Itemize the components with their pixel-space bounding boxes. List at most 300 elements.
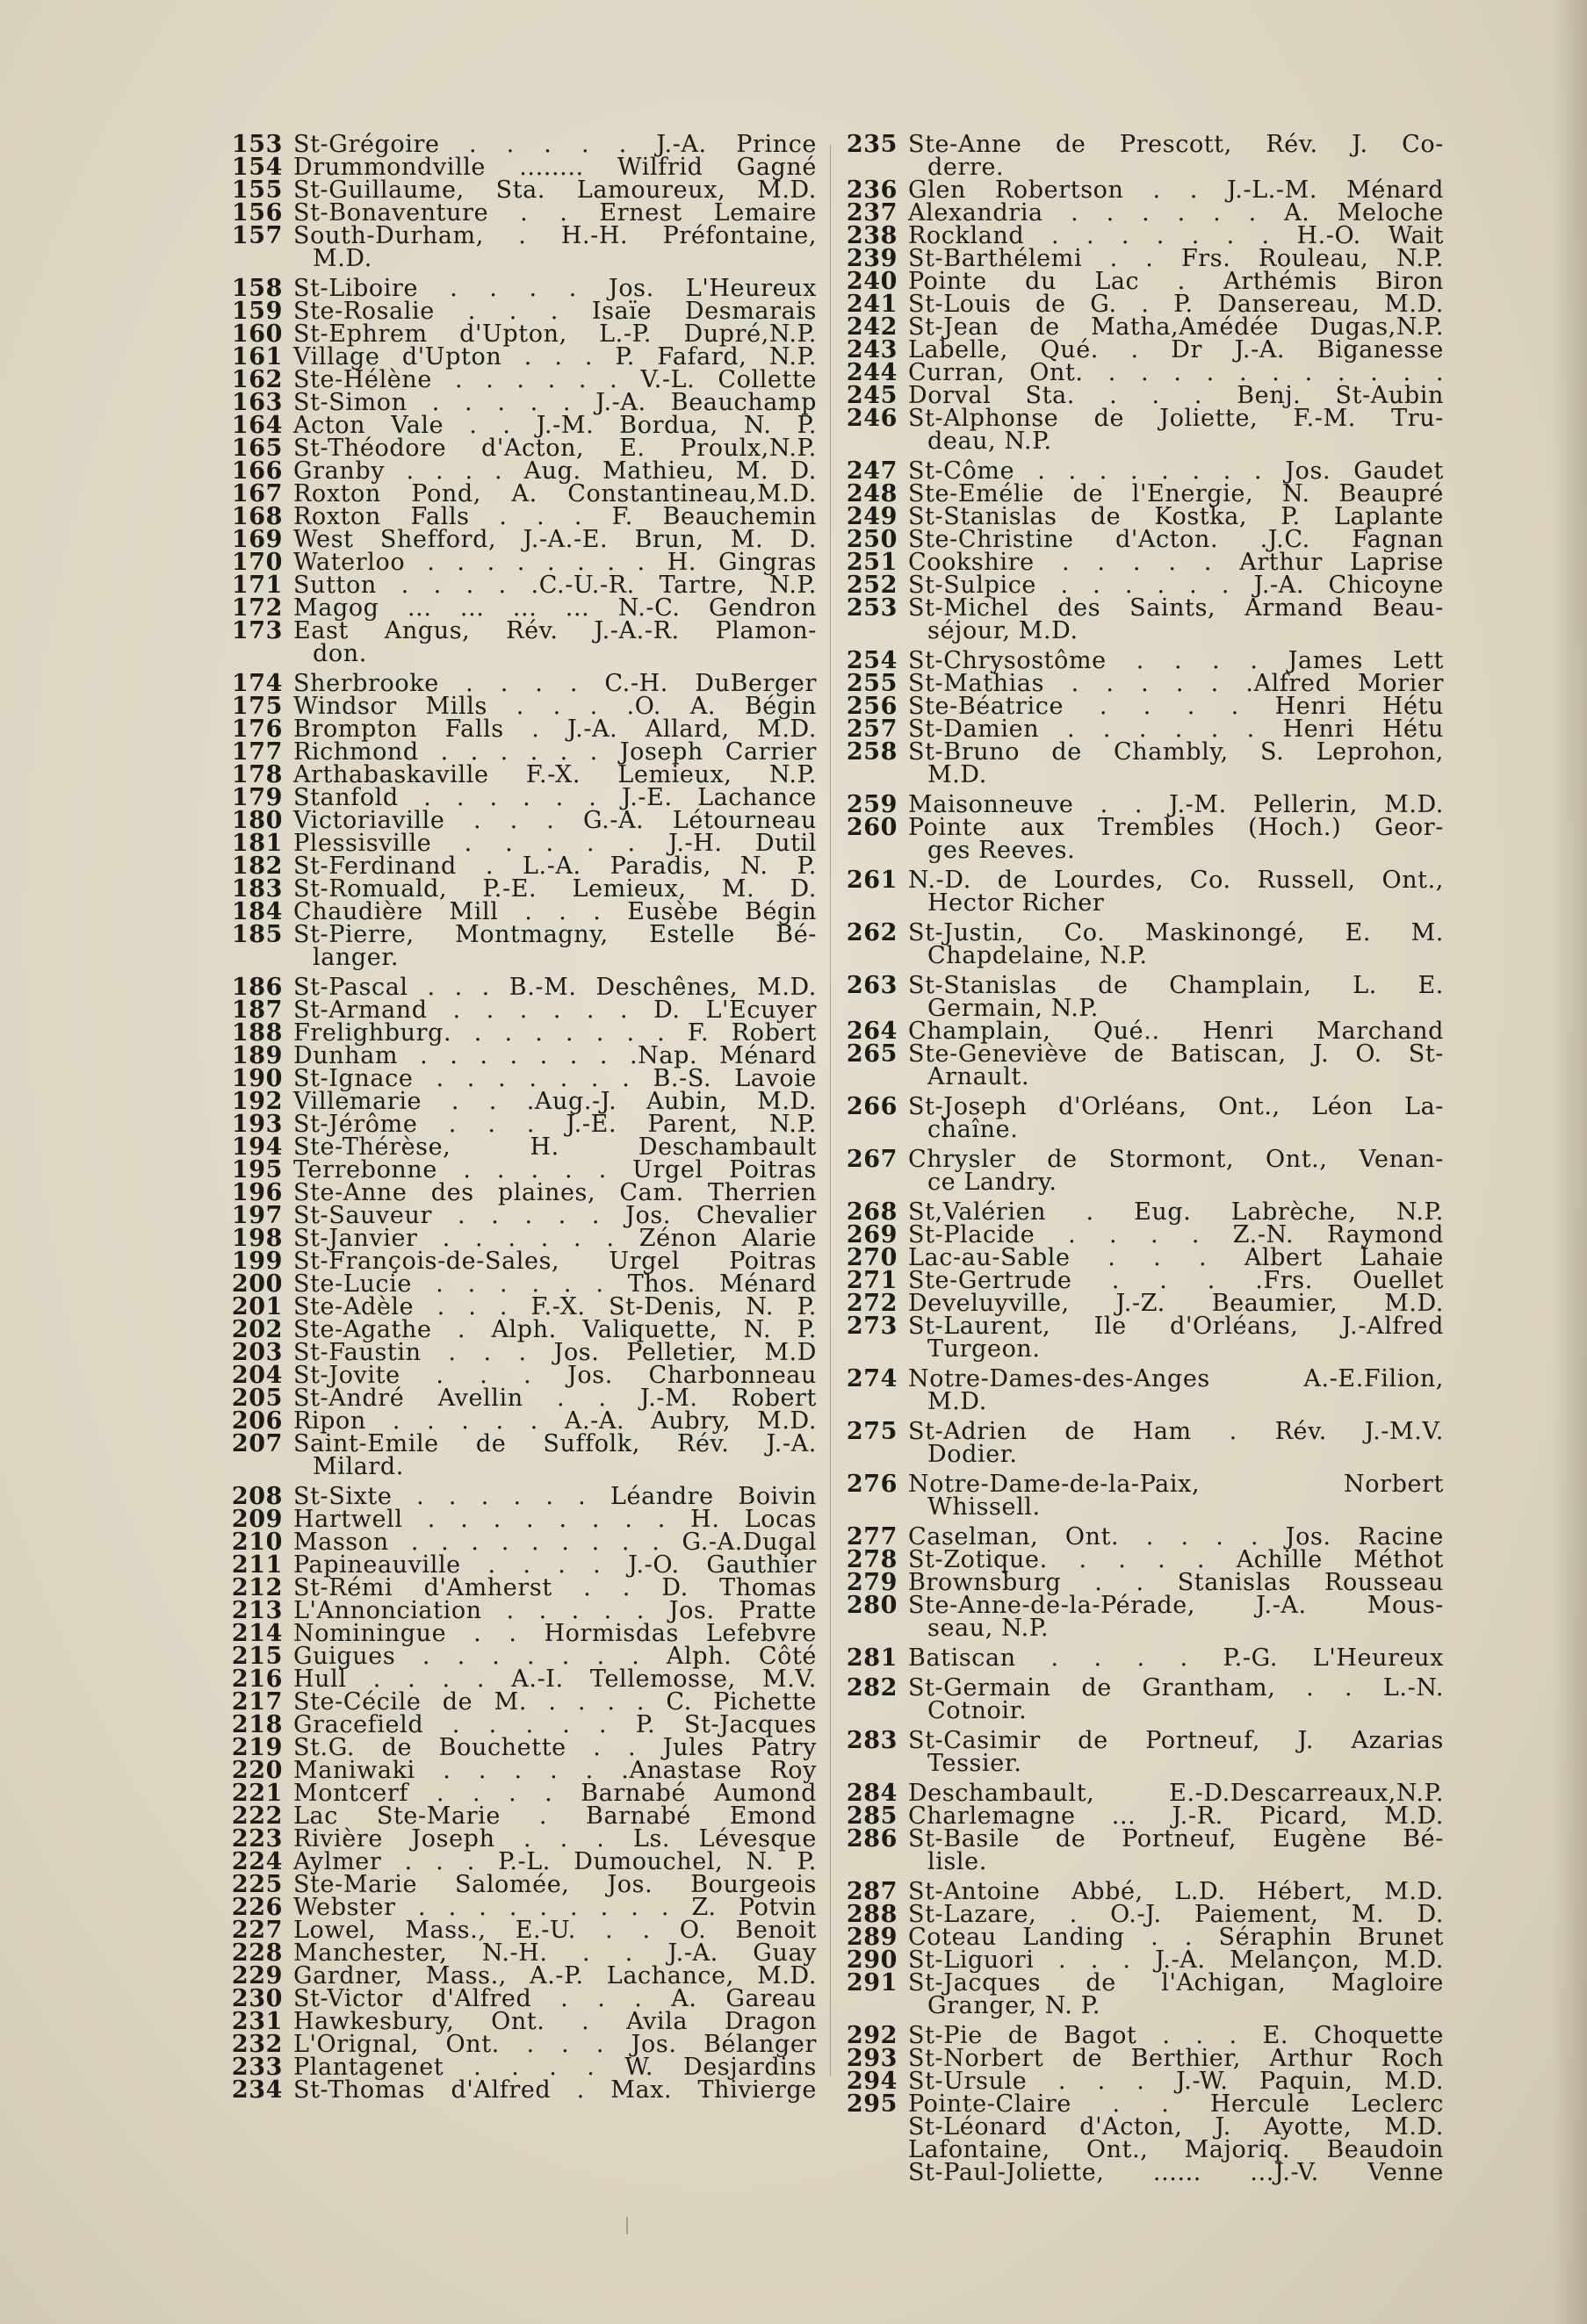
directory-entry [845,2159,1444,2186]
entry-continuation: seau, N.P. [927,1615,1050,1642]
entry-main-line: St-Zotique. . . . . Achille Méthot [908,1546,1444,1573]
entry-main-line: Saint-Emile de Suffolk, Rév. J.-A. [293,1430,817,1457]
entry-main-line: St-André Avellin . . J.-M. Robert [293,1385,817,1412]
directory-entry [230,617,817,667]
entry-main-line: St-Rémi d'Amherst . . D. Thomas [293,1574,817,1601]
entry-number: 272 [846,1290,898,1317]
entry-continuation: ges Reeves. [927,837,1076,864]
entry-number: 201 [231,1293,283,1320]
entry-main-line: Ste-Rosalie . . . Isaïe Desmarais [293,298,817,325]
entry-main-line: Ripon . . . . . A.-A. Aubry, M.D. [293,1407,817,1435]
entry-number: 216 [231,1666,283,1693]
entry-main-line: St-Joseph d'Orléans, Ont., Léon La- [908,1093,1444,1120]
entry-number: 281 [846,1644,898,1672]
entry-main-line: Hartwell . . . . . . . . H. Locas [293,1506,817,1533]
entry-continuation: lisle. [927,1848,987,1875]
entry-number: 244 [846,359,898,386]
entry-text [908,1365,1444,1415]
entry-main-line: L'Orignal, Ont. . . . Jos. Bélanger [293,2031,817,2058]
entry-continuation: séjour, M.D. [927,617,1078,644]
entry-number: 255 [846,670,898,697]
entry-main-line: St-Théodore d'Acton, E. Proulx,N.P. [293,435,817,462]
entry-main-line: Brompton Falls . J.-A. Allard, M.D. [293,716,817,743]
directory-entry [845,1594,1444,1640]
entry-main-line: Ste-Christine d'Acton. .J.C. Fagnan [908,526,1444,553]
entry-number: 238 [846,222,898,249]
entry-continuation: derre. [927,154,1005,181]
entry-number: 219 [231,1734,283,1761]
entry-number: 160 [231,320,283,348]
entry-number: 229 [231,1962,283,1989]
entry-number: 234 [231,2076,283,2104]
entry-number: 292 [846,2022,898,2049]
entry-main-line: Nominingue . . Hormisdas Lefebvre [293,1620,817,1647]
entry-number: 206 [231,1407,283,1435]
entry-number: 287 [846,1878,898,1905]
entry-main-line: West Shefford, J.-A.-E. Brun, M. D. [293,526,817,553]
entry-main-line: St-Guillaume, Sta. Lamoureux, M.D. [293,176,817,204]
entry-main-line: St-Sixte . . . . . . Léandre Boivin [293,1483,817,1510]
entry-main-line: L'Annonciation . . . . . Jos. Pratte [293,1597,817,1624]
entry-number: 266 [846,1093,898,1120]
entry-number: 246 [846,405,898,432]
entry-number: 261 [846,867,898,894]
entry-main-line: Glen Robertson . . J.-L.-M. Ménard [908,176,1444,204]
entry-continuation: deau, N.P. [927,428,1052,455]
entry-number: 178 [231,761,283,788]
entry-number: 257 [846,716,898,743]
entry-main-line: St-Ephrem d'Upton, L.-P. Dupré,N.P. [293,320,817,348]
entry-number: 154 [231,154,283,181]
entry-main-line: Cookshire . . . . . Arthur Laprise [908,549,1444,576]
entry-main-line: Windsor Mills . . . .O. A. Bégin [293,693,817,720]
entry-text [908,738,1444,788]
directory-entry [230,222,817,272]
entry-main-line: Maniwaki . . . . . .Anastase Roy [293,1757,817,1784]
entry-number: 269 [846,1221,898,1248]
entry-number: 291 [846,1969,898,1997]
entry-main-line: St-Chrysostôme . . . . James Lett [908,647,1444,674]
entry-number: 217 [231,1688,283,1716]
entry-main-line: St-Ignace . . . . . . . B.-S. Lavoie [293,1065,817,1092]
entry-main-line: St-Jean de Matha,Amédée Dugas,N.P. [908,313,1444,341]
entry-continuation: M.D. [927,1388,987,1415]
entry-text [908,814,1444,864]
entry-main-line: Roxton Falls . . . F. Beauchemin [293,503,817,530]
entry-main-line: St-Sulpice . . . . . . J.-A. Chicoyne [908,572,1444,599]
entry-number: 173 [231,617,283,644]
entry-main-line: St-Pie de Bagot . . . E. Choquette [908,2022,1444,2049]
directory-entry [845,1644,1444,1672]
entry-number: 182 [231,853,283,880]
directory-entry [230,1430,817,1480]
entry-number: 262 [846,919,898,946]
entry-main-line: Ste-Adèle . . . F.-X. St-Denis, N. P. [293,1293,817,1320]
entry-number: 192 [231,1088,283,1115]
entry-continuation: M.D. [313,245,372,272]
entry-number: 214 [231,1620,283,1647]
entry-number: 278 [846,1546,898,1573]
entry-number: 159 [231,298,283,325]
entry-main-line: Sherbrooke . . . . C.-H. DuBerger [293,670,817,697]
entry-number: 210 [231,1529,283,1556]
entry-text [908,1969,1444,2019]
entry-number: 235 [846,131,898,158]
entry-text [908,919,1444,969]
entry-number: 222 [231,1802,283,1830]
entry-number: 223 [231,1825,283,1853]
entry-main-line: Ste-Marie Salomée, Jos. Bourgeois [293,1871,817,1898]
entry-number: 175 [231,693,283,720]
entry-main-line: St-Janvier . . . . . . Zénon Alarie [293,1225,817,1252]
entry-main-line: Ste-Anne-de-la-Pérade, J.-A. Mous- [908,1592,1444,1619]
entry-number: 249 [846,503,898,530]
entry-continuation: Granger, N. P. [927,1992,1101,2019]
entry-number: 277 [846,1523,898,1551]
entry-main-line: Charlemagne ... J.-R. Picard, M.D. [908,1802,1444,1830]
directory-entry [845,738,1444,788]
entry-main-line: Lac Ste-Marie . Barnabé Emond [293,1802,817,1830]
entry-number: 215 [231,1643,283,1670]
entry-text [908,1594,1444,1640]
scan-mark [626,2217,628,2234]
entry-main-line: South-Durham, . H.-H. Préfontaine, [293,222,817,249]
entry-number: 164 [231,412,283,439]
entry-number: 189 [231,1042,283,1069]
entry-number: 260 [846,814,898,841]
entry-number: 184 [231,898,283,925]
entry-main-line: St-Liboire . . . . Jos. L'Heureux [293,275,817,302]
entry-main-line: Champlain, Qué.. Henri Marchand [908,1018,1444,1045]
entry-number: 279 [846,1569,898,1596]
entry-continuation: Hector Richer [927,889,1105,917]
entry-main-line: Roxton Pond, A. Constantineau,M.D. [293,480,817,507]
entry-main-line: St-Faustin . . . Jos. Pelletier, M.D [293,1339,817,1366]
entry-main-line: St-Grégoire . . . . . J.-A. Prince [293,131,817,158]
entry-main-line: Granby . . . . Aug. Mathieu, M. D. [293,457,817,485]
entry-number: 237 [846,199,898,227]
entry-main-line: St-Liguori . . . J.-A. Melançon, M.D. [908,1946,1444,1974]
entry-main-line: Masson . . . . . . . . . G.-A.Dugal [293,1529,817,1556]
entry-number: 282 [846,1674,898,1702]
entry-number: 207 [231,1430,283,1457]
entry-main-line: St-Justin, Co. Maskinongé, E. M. [908,919,1444,946]
directory-entry [845,1148,1444,1194]
entry-main-line: Deschambault, E.-D.Descarreaux,N.P. [908,1780,1444,1807]
entry-number: 242 [846,313,898,341]
entry-number: 186 [231,974,283,1001]
entry-text [293,1430,817,1480]
entry-number: 161 [231,343,283,371]
entry-main-line: St-Basile de Portneuf, Eugène Bé- [908,1825,1444,1853]
entry-main-line: Ste-Anne des plaines, Cam. Therrien [293,1179,817,1206]
entry-main-line: Ste-Thérèse, H. Deschambault [293,1133,817,1161]
entry-main-line: Pointe aux Trembles (Hoch.) Geor- [908,814,1444,841]
entry-main-line: Lafontaine, Ont., Majoriq. Beaudoin [908,2136,1444,2163]
entry-text [908,1315,1444,1361]
directory-entry [845,814,1444,864]
entry-main-line: Papineauville . . . . J.-O. Gauthier [293,1551,817,1579]
entry-main-line: Ste-Béatrice . . . . Henri Hétu [908,693,1444,720]
entry-text [908,1040,1444,1090]
entry-number: 265 [846,1040,898,1068]
entry-main-line: St-Romuald, P.-E. Lemieux, M. D. [293,875,817,903]
entry-number: 218 [231,1711,283,1738]
directory-entry [845,133,1444,179]
directory-entry [845,869,1444,915]
entry-number: 187 [231,997,283,1024]
entry-number: 156 [231,199,283,227]
entry-main-line: St-Paul-Joliette, ...... ...J.-V. Venne [908,2159,1444,2186]
entry-main-line: Develuyville, J.-Z. Beaumier, M.D. [908,1290,1444,1317]
entry-main-line: East Angus, Rév. J.-A.-R. Plamon- [293,617,817,644]
entry-main-line: St-Bruno de Chambly, S. Leprohon, [908,738,1444,766]
entry-main-line: St-Bonaventure . . Ernest Lemaire [293,199,817,227]
entry-text [908,869,1444,915]
entry-text [293,222,817,272]
entry-main-line: St-Antoine Abbé, L.D. Hébert, M.D. [908,1878,1444,1905]
entry-main-line: Magog ... ... ... ... N.-C. Gendron [293,594,817,622]
column-divider [830,145,831,2076]
entry-number: 241 [846,291,898,318]
entry-text [293,617,817,667]
entry-main-line: Ste-Anne de Prescott, Rév. J. Co- [908,131,1444,158]
entry-main-line: Montcerf . . . . Barnabé Aumond [293,1780,817,1807]
entry-main-line: Village d'Upton . . . P. Fafard, N.P. [293,343,817,371]
entry-main-line: Victoriaville . . . G.-A. Létourneau [293,807,817,834]
entry-number: 276 [846,1471,898,1498]
entry-number: 202 [231,1316,283,1343]
directory-entry [845,1473,1444,1519]
directory-entry [845,1825,1444,1875]
entry-main-line: Hull . . . . A.-I. Tellemosse, M.V. [293,1666,817,1693]
entry-number: 227 [231,1917,283,1944]
entry-continuation: Whissell. [927,1493,1041,1521]
entry-continuation: Tessier. [927,1750,1022,1777]
entry-text [908,2159,1444,2186]
entry-main-line: St.G. de Bouchette . . Jules Patry [293,1734,817,1761]
entry-number: 293 [846,2045,898,2072]
entry-number: 243 [846,336,898,363]
entry-main-line: Plantagenet . . . . W. Desjardins [293,2054,817,2081]
entry-number: 165 [231,435,283,462]
entry-number: 231 [231,2008,283,2035]
directory-entry [845,1727,1444,1777]
entry-number: 190 [231,1065,283,1092]
entry-number: 232 [231,2031,283,2058]
entry-number: 264 [846,1018,898,1045]
entry-main-line: Webster . . . . . . . . . Z. Potvin [293,1894,817,1921]
entry-main-line: St-Barthélemi . . Frs. Rouleau, N.P. [908,245,1444,272]
entry-main-line: Maisonneuve . . J.-M. Pellerin, M.D. [908,791,1444,818]
entry-number: 224 [231,1848,283,1875]
entry-number: 288 [846,1901,898,1928]
entry-number: 204 [231,1362,283,1389]
directory-entry [845,1315,1444,1361]
entry-number: 196 [231,1179,283,1206]
entry-main-line: Guigues . . . . . . . Alph. Côté [293,1643,817,1670]
entry-text [908,1418,1444,1468]
entry-main-line: St-Laurent, Ile d'Orléans, J.-Alfred [908,1313,1444,1340]
entry-number: 294 [846,2068,898,2095]
entry-text [908,1727,1444,1777]
entry-number: 286 [846,1825,898,1853]
entry-number: 273 [846,1313,898,1340]
entry-main-line: St-Casimir de Portneuf, J. Azarias [908,1727,1444,1754]
entry-main-line: Richmond . . . . . . Joseph Carrier [293,738,817,766]
right-column [845,133,1444,2184]
entry-main-line: St-Pascal . . . B.-M. Deschênes, M.D. [293,974,817,1001]
entry-number: 193 [231,1111,283,1138]
entry-main-line: St-Côme . . . . . . . . Jos. Gaudet [908,457,1444,485]
entry-main-line: Notre-Dames-des-Anges A.-E.Filion, [908,1365,1444,1392]
entry-number: 247 [846,457,898,485]
entry-main-line: Frelighburg. . . . . . . . F. Robert [293,1019,817,1047]
entry-main-line: Ste-Cécile de M. . . . . C. Pichette [293,1688,817,1716]
entry-number: 213 [231,1597,283,1624]
entry-number: 221 [231,1780,283,1807]
directory-entry [845,1093,1444,1143]
entry-number: 197 [231,1202,283,1229]
entry-number: 274 [846,1365,898,1392]
entry-number: 220 [231,1757,283,1784]
entry-main-line: Terrebonne . . . . . Urgel Poitras [293,1156,817,1184]
entry-number: 248 [846,480,898,507]
entry-main-line: St-Pierre, Montmagny, Estelle Bé- [293,921,817,948]
entry-number: 290 [846,1946,898,1974]
entry-number: 259 [846,791,898,818]
entry-number: 283 [846,1727,898,1754]
entry-number: 199 [231,1248,283,1275]
entry-number: 172 [231,594,283,622]
entry-continuation: Milard. [313,1453,404,1480]
entry-main-line: St,Valérien . Eug. Labrèche, N.P. [908,1198,1444,1226]
directory-entry [845,972,1444,1022]
entry-main-line: Chrysler de Stormont, Ont., Venan- [908,1146,1444,1173]
entry-main-line: St-Lazare, . O.-J. Paiement, M. D. [908,1901,1444,1928]
entry-number: 228 [231,1939,283,1967]
entry-number: 254 [846,647,898,674]
entry-number: 185 [231,921,283,948]
directory-entry [845,1969,1444,2019]
entry-number: 158 [231,275,283,302]
entry-number: 198 [231,1225,283,1252]
entry-main-line: Rivière Joseph . . . Ls. Lévesque [293,1825,817,1853]
entry-main-line: Waterloo . . . . . . . . H. Gingras [293,549,817,576]
entry-number: 285 [846,1802,898,1830]
entry-continuation: ce Landry. [927,1169,1057,1196]
entry-number: 169 [231,526,283,553]
entry-number: 195 [231,1156,283,1184]
entry-number: 179 [231,784,283,811]
entry-main-line: Hawkesbury, Ont. . Avila Dragon [293,2008,817,2035]
directory-entry [845,1365,1444,1415]
entry-number: 155 [231,176,283,204]
entry-main-line: Ste-Agathe . Alph. Valiquette, N. P. [293,1316,817,1343]
entry-number: 181 [231,830,283,857]
entry-text [293,921,817,971]
entry-text [908,972,1444,1022]
entry-number: 180 [231,807,283,834]
directory-entry [845,407,1444,453]
entry-main-line: Ste-Geneviève de Batiscan, J. O. St- [908,1040,1444,1068]
entry-main-line: Ste-Emélie de l'Energie, N. Beaupré [908,480,1444,507]
entry-main-line: St-Sauveur . . . . . Jos. Chevalier [293,1202,817,1229]
entry-number: 239 [846,245,898,272]
entry-main-line: Ste-Hélène . . . . . . V.-L. Collette [293,366,817,393]
entry-main-line: St-Stanislas de Champlain, L. E. [908,972,1444,999]
entry-text [908,1674,1444,1724]
entry-main-line: Chaudière Mill . . . Eusèbe Bégin [293,898,817,925]
entry-number: 236 [846,176,898,204]
entry-main-line: St-Germain de Grantham, . . L.-N. [908,1674,1444,1702]
entry-main-line: Aylmer . . . P.-L. Dumouchel, N. P. [293,1848,817,1875]
entry-continuation: Chapdelaine, N.P. [927,942,1148,969]
entry-main-line: Coteau Landing . . Séraphin Brunet [908,1924,1444,1951]
entry-number: 157 [231,222,283,249]
entry-main-line: Gardner, Mass., A.-P. Lachance, M.D. [293,1962,817,1989]
entry-main-line: Arthabaskaville F.-X. Lemieux, N.P. [293,761,817,788]
entry-number: 268 [846,1198,898,1226]
entry-main-line: St-Alphonse de Joliette, F.-M. Tru- [908,405,1444,432]
entry-text [908,1148,1444,1194]
entry-number: 230 [231,1985,283,2012]
entry-number: 251 [846,549,898,576]
directory-entry [230,2076,817,2104]
entry-main-line: St-Louis de G. . P. Dansereau, M.D. [908,291,1444,318]
entry-continuation: Dodier. [927,1441,1018,1468]
entry-number: 226 [231,1894,283,1921]
entry-number: 289 [846,1924,898,1951]
entry-number: 176 [231,716,283,743]
entry-text [293,2076,817,2104]
entry-number: 263 [846,972,898,999]
entry-main-line: St-Damien . . . . . . Henri Hétu [908,716,1444,743]
entry-continuation: chaîne. [927,1116,1019,1143]
entry-text [908,133,1444,179]
entry-number: 203 [231,1339,283,1366]
entry-continuation: don. [313,640,367,667]
entry-main-line: Pointe-Claire . . Hercule Leclerc [908,2090,1444,2118]
entry-number: 211 [231,1551,283,1579]
entry-main-line: Notre-Dame-de-la-Paix, Norbert [908,1471,1444,1498]
entry-number: 258 [846,738,898,766]
entry-number: 267 [846,1146,898,1173]
entry-number: 225 [231,1871,283,1898]
entry-main-line: St-Mathias . . . . . .Alfred Morier [908,670,1444,697]
entry-main-line: Pointe du Lac . Arthémis Biron [908,268,1444,295]
entry-main-line: Batiscan . . . . P.-G. L'Heureux [908,1644,1444,1672]
entry-text [908,1825,1444,1875]
entry-number: 208 [231,1483,283,1510]
directory-entry [845,1674,1444,1724]
entry-main-line: St-Norbert de Berthier, Arthur Roch [908,2045,1444,2072]
entry-main-line: Brownsburg . . Stanislas Rousseau [908,1569,1444,1596]
entry-number: 295 [846,2090,898,2118]
entry-continuation: Cotnoir. [927,1697,1028,1724]
entry-continuation: Arnault. [927,1063,1030,1090]
entry-main-line: Stanfold . . . . . . J.-E. Lachance [293,784,817,811]
entry-number: 167 [231,480,283,507]
entry-number: 171 [231,572,283,599]
entry-text [908,594,1444,644]
entry-number: 163 [231,389,283,416]
entry-main-line: St-Léonard d'Acton, J. Ayotte, M.D. [908,2113,1444,2141]
directory-entry [845,594,1444,644]
directory-entry [845,1040,1444,1090]
directory-entry [845,919,1444,969]
entry-main-line: Manchester, N.-H. . . J.-A. Guay [293,1939,817,1967]
